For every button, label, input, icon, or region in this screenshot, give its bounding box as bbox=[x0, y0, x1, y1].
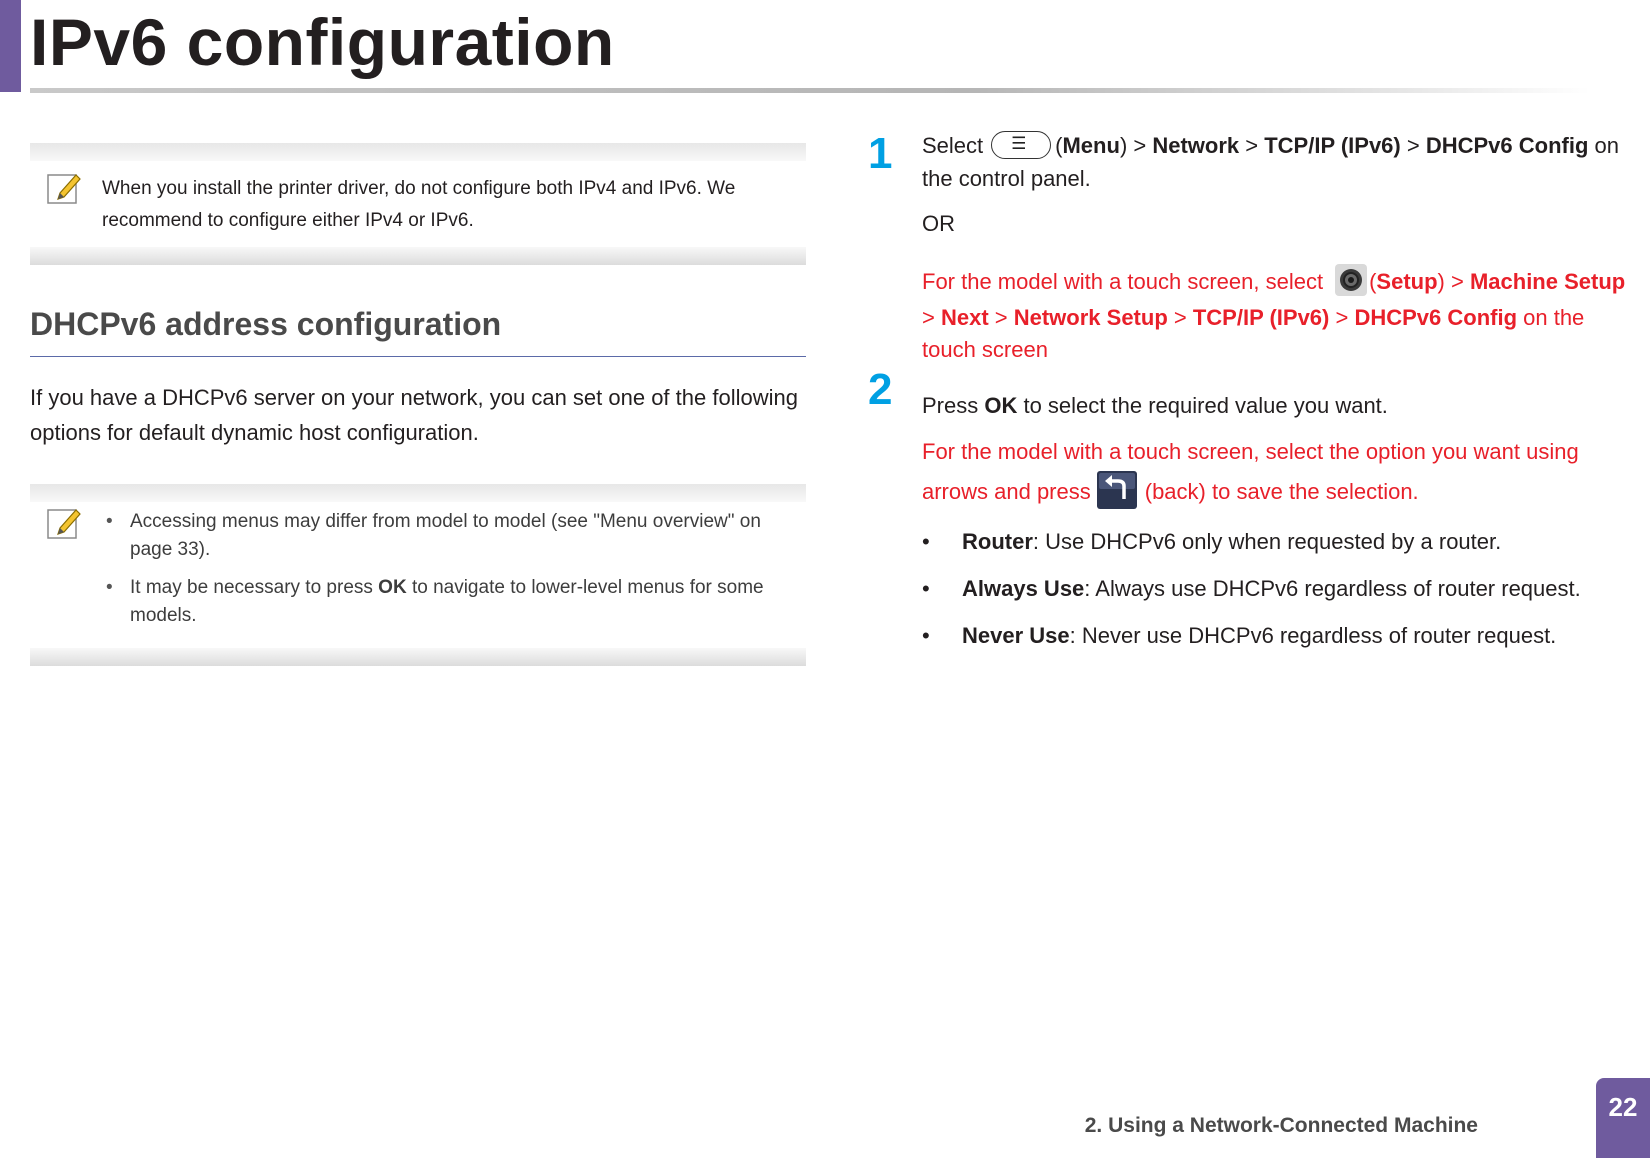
note-box-menus bbox=[30, 484, 806, 666]
note-text: to navigate to lower-level menus for some models. bbox=[130, 577, 764, 626]
ok-key-label: OK bbox=[984, 393, 1018, 418]
option-desc: : Use DHCPv6 only when requested by a router. bbox=[1032, 529, 1502, 554]
option-never-use bbox=[922, 620, 1622, 652]
tcpip-label: TCP/IP (IPv6) bbox=[1192, 305, 1330, 330]
note-list-item bbox=[102, 574, 802, 630]
or-text: OR bbox=[922, 211, 955, 236]
touch-text: on the touch screen bbox=[922, 305, 1585, 362]
next-label: Next bbox=[940, 305, 989, 330]
step-2-text bbox=[922, 390, 1627, 422]
title-rule bbox=[30, 88, 1590, 93]
step-1-text: Select ☰ (Menu) > Network > TCP/IP (IPv6) > DHCPv6 Config on the control panel. bbox=[922, 133, 1619, 192]
step-number-2: 2 bbox=[868, 365, 893, 414]
network-setup-label: Network Setup bbox=[1013, 305, 1168, 330]
page-number: 22 bbox=[1596, 1078, 1650, 1158]
note-band-bottom bbox=[30, 648, 806, 666]
pencil-note-icon bbox=[46, 504, 82, 540]
pencil-note-icon bbox=[46, 169, 82, 205]
touch-screen-instruction: For the model with a touch screen, select (Setup) > Machine Setup > Next > Network Setup > TCP/IP (IPv6) > DHCPv6 Config on the touch screen bbox=[922, 264, 1627, 366]
step-text: on the control panel. bbox=[922, 133, 1619, 192]
touch-screen-instruction bbox=[922, 433, 1627, 515]
note-text: It may be necessary to press bbox=[130, 577, 379, 598]
step-text: Select bbox=[922, 133, 984, 158]
option-list bbox=[922, 526, 1622, 667]
tcpip-label: TCP/IP (IPv6) bbox=[1264, 133, 1401, 158]
note-box-driver bbox=[30, 143, 806, 265]
footer-chapter: 2. Using a Network-Connected Machine bbox=[1084, 1114, 1478, 1137]
option-desc: : Never use DHCPv6 regardless of router request. bbox=[1069, 623, 1557, 648]
option-always-use bbox=[922, 573, 1622, 605]
note-band-top bbox=[30, 484, 806, 502]
machine-setup-label: Machine Setup bbox=[1469, 268, 1626, 294]
step-text: Press bbox=[922, 393, 985, 418]
note-band-bottom bbox=[30, 247, 806, 265]
touch-text: For the model with a touch screen, select the option you want using arrows and press bbox=[922, 439, 1579, 504]
dhcp-config-label: DHCPv6 Config bbox=[1425, 133, 1589, 158]
touch-text: (back) to save the selection. bbox=[1144, 478, 1419, 504]
step-number-1: 1 bbox=[868, 129, 893, 178]
ok-key-label: OK bbox=[378, 577, 407, 598]
section-rule bbox=[30, 356, 806, 357]
option-label: Always Use bbox=[962, 576, 1085, 601]
option-router bbox=[922, 526, 1622, 558]
option-desc: : Always use DHCPv6 regardless of router request. bbox=[1084, 576, 1581, 601]
network-label: Network bbox=[1152, 133, 1240, 158]
section-heading: DHCPv6 address configuration bbox=[30, 306, 502, 342]
page-title: IPv6 configuration bbox=[30, 5, 615, 79]
title-accent-bar bbox=[0, 0, 21, 92]
back-arrow-icon bbox=[1097, 471, 1137, 509]
setup-label: Setup bbox=[1376, 268, 1438, 294]
menu-label: Menu bbox=[1062, 133, 1120, 158]
option-label: Router bbox=[962, 529, 1033, 554]
note-list-item: • Accessing menus may differ from model to model (see "Menu overview" on page 33). bbox=[102, 508, 802, 564]
intro-paragraph: If you have a DHCPv6 server on your network, you can set one of the following options for default dynamic host configuration. bbox=[30, 385, 798, 445]
note-list bbox=[30, 502, 806, 648]
dhcp-config-label: DHCPv6 Config bbox=[1354, 305, 1518, 330]
setup-gear-icon bbox=[1335, 264, 1367, 296]
note-band-top bbox=[30, 143, 806, 161]
option-label: Never Use bbox=[962, 623, 1070, 648]
touch-text: For the model with a touch screen, select bbox=[922, 268, 1324, 294]
note-text: When you install the printer driver, do not configure both IPv4 and IPv6. We recommend to configure either IPv4 or IPv6. bbox=[102, 178, 736, 231]
menu-key-icon: ☰ bbox=[991, 131, 1051, 159]
step-text: to select the required value you want. bbox=[1017, 393, 1388, 418]
